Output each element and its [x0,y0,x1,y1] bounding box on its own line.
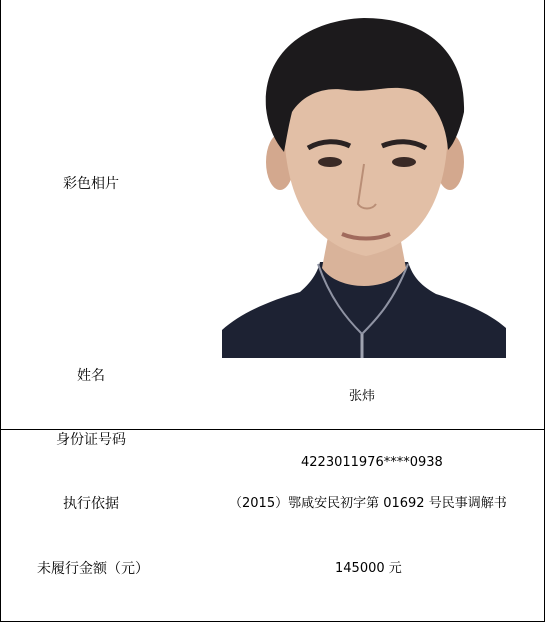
name-label: 姓名 [77,368,105,384]
portrait-photo [222,12,506,358]
unfulfilled-amount-value: 145000 元 [335,561,402,576]
section-divider [0,429,545,430]
unfulfilled-amount-label: 未履行金额（元） [37,561,149,577]
portrait-image [222,12,506,358]
enforcement-basis-value: （2015）鄂咸安民初字第 01692 号民事调解书 [229,496,507,511]
id-number-label: 身份证号码 [56,432,126,448]
photo-label: 彩色相片 [63,176,119,192]
id-number-value: 4223011976****0938 [301,455,443,470]
enforcement-basis-label: 执行依据 [63,496,119,512]
name-value: 张炜 [349,389,376,404]
